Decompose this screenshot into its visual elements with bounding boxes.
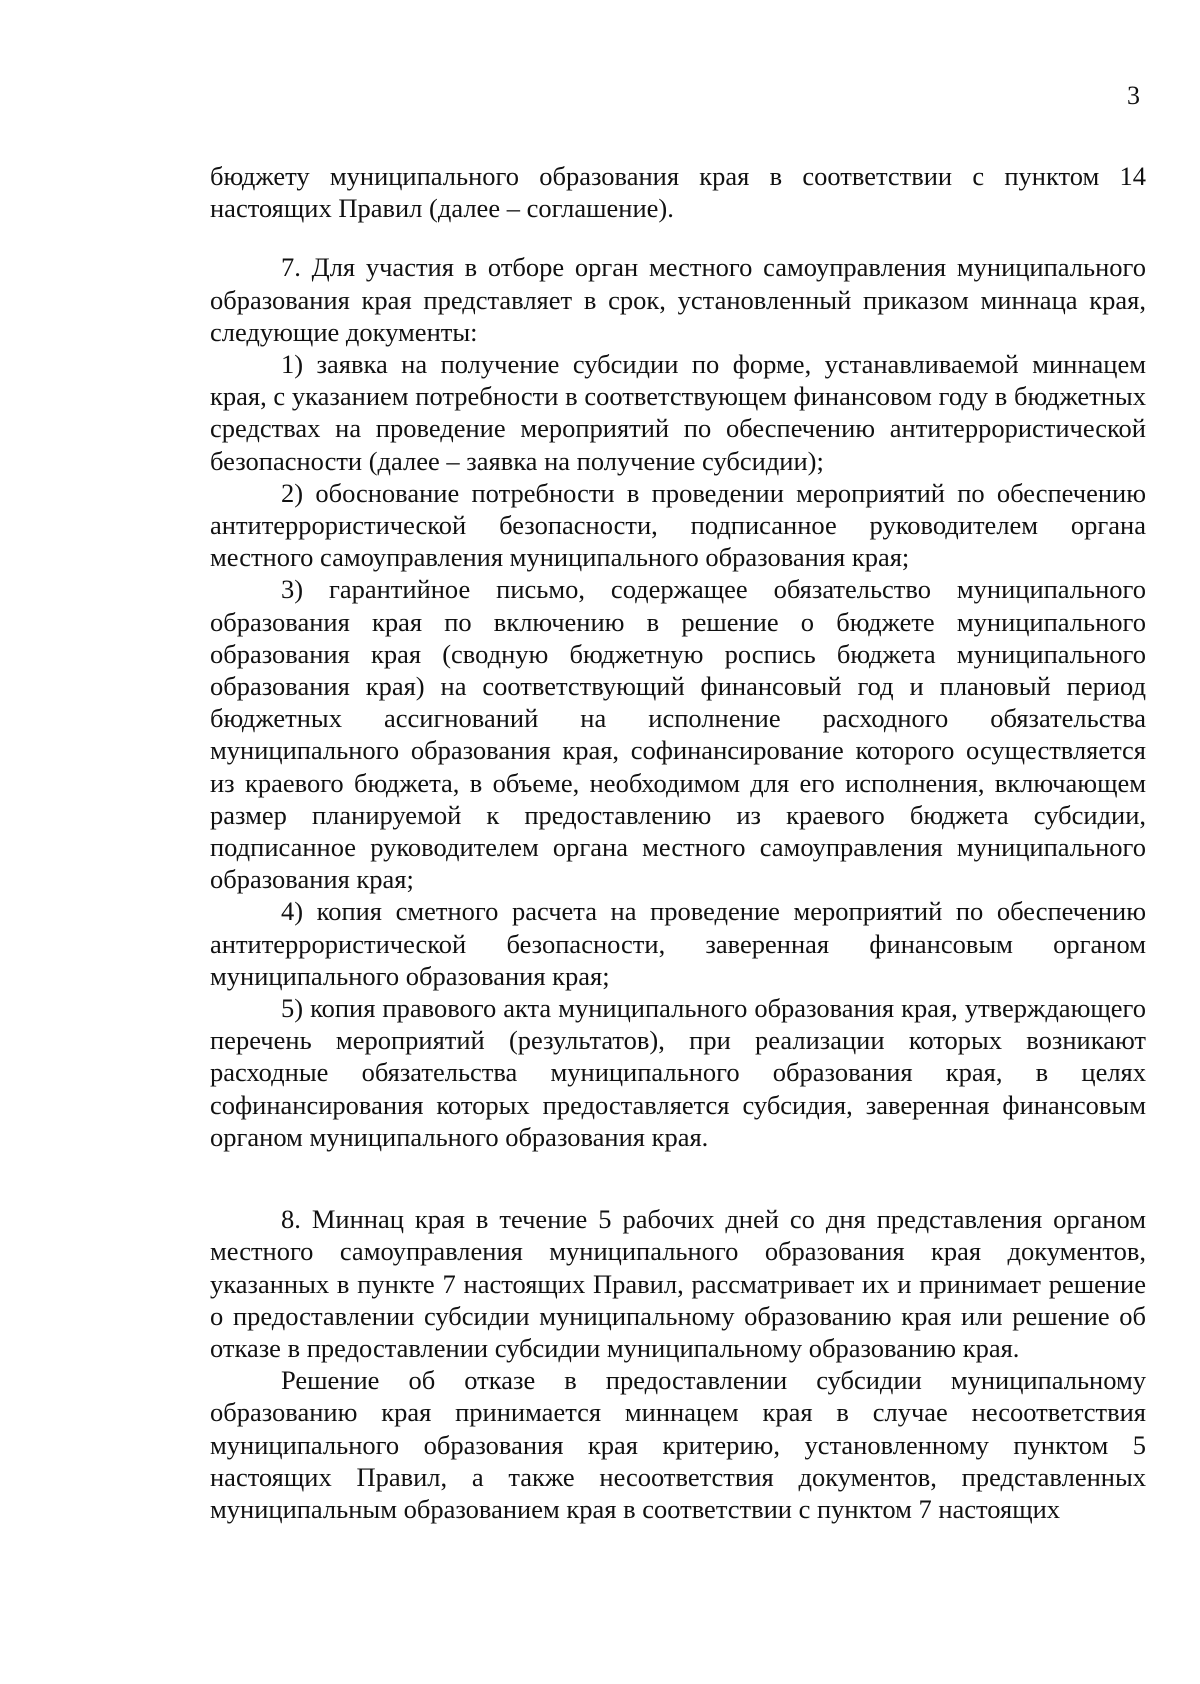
paragraph-subitem-2: 2) обоснование потребности в проведении мероприятий по обеспечению антитеррористической безопасности, подписанное руководителем органа местного самоуправления муниципального образования края; <box>210 477 1146 573</box>
paragraph-continuation: бюджету муниципального образования края в соответствии с пунктом 14 настоящих Правил (далее – соглашение). <box>210 161 1146 224</box>
paragraph-item-8: 8. Миннац края в течение 5 рабочих дней со дня представления органом местного самоуправления муниципального образования края документов, указанных в пункте 7 настоящих Правил, рассматривает их и принимает решение о предоставлении субсидии муниципальному образованию края или решение об отказе в предоставлении субсидии муниципальному образованию края. <box>210 1204 1146 1363</box>
paragraph-subitem-1: 1) заявка на получение субсидии по форме, устанавливаемой миннацем края, с указанием потребности в соответствующем финансовом году в бюджетных средствах на проведение мероприятий по обеспечению антитеррористической безопасности (далее – заявка на получение субсидии); <box>210 349 1146 476</box>
paragraph-subitem-4: 4) копия сметного расчета на проведение мероприятий по обеспечению антитеррористической безопасности, заверенная финансовым органом муниципального образования края; <box>210 896 1146 991</box>
paragraph-item-7: 7. Для участия в отборе орган местного самоуправления муниципального образования края представляет в срок, установленный приказом миннаца края, следующие документы: <box>210 252 1146 347</box>
page-number: 3 <box>1127 81 1140 110</box>
paragraph-subitem-3: 3) гарантийное письмо, содержащее обязательство муниципального образования края по включению в решение о бюджете муниципального образования края (сводную бюджетную роспись бюджета муниципального образования края) на соответствующий финансовый год и плановый период бюджетных ассигнований на исполнение расходного обязательства муниципального образования края, софинансирование которого осуществляется из краевого бюджета, в объеме, необходимом для его исполнения, включающем размер планируемой к предоставлению из краевого бюджета субсидии, подписанное руководителем органа местного самоуправления муниципального образования края; <box>210 574 1146 895</box>
paragraph-subitem-5: 5) копия правового акта муниципального образования края, утверждающего перечень мероприятий (результатов), при реализации которых возникают расходные обязательства муниципального образования края, в целях софинансирования которых предоставляется субсидия, заверенная финансовым органом муниципального образования края. <box>210 993 1146 1152</box>
document-body <box>210 160 1146 1525</box>
paragraph-refusal-decision: Решение об отказе в предоставлении субсидии муниципальному образованию края принимается миннацем края в случае несоответствия муниципального образования края критерию, установленному пунктом 5 настоящих Правил, а также несоответствия документов, представленных муниципальным образованием края в соответствии с пунктом 7 настоящих <box>210 1365 1146 1524</box>
